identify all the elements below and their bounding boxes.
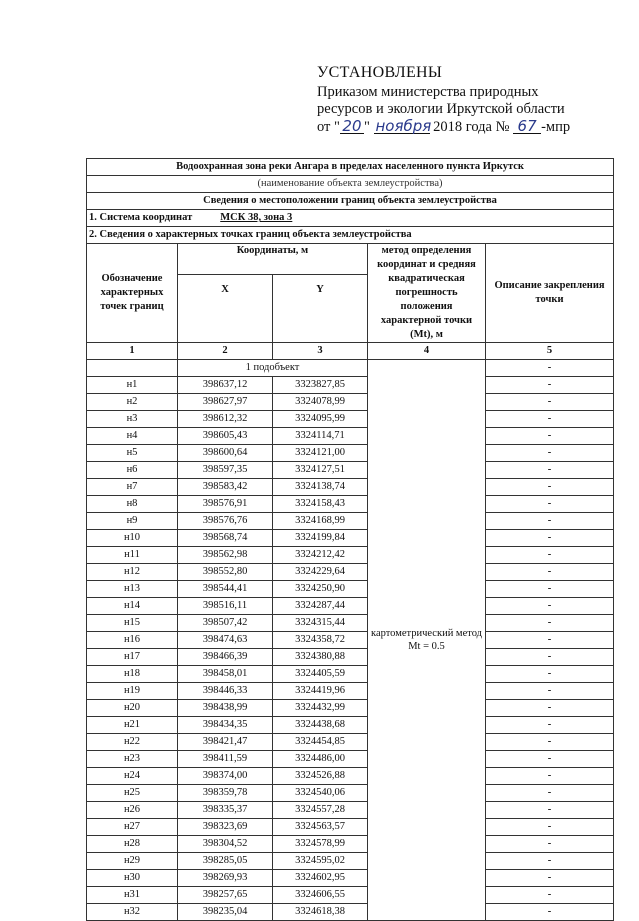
table-row [87,751,614,768]
table-row [87,581,614,598]
point-id: н10 [87,530,178,547]
point-desc: - [486,632,614,649]
approval-title: УСТАНОВЛЕНЫ [317,64,443,81]
table-row [87,513,614,530]
table-subtitle: (наименование объекта землеустройства) [87,176,614,193]
point-id: н20 [87,700,178,717]
coord-y: 3324212,42 [273,547,368,564]
point-desc: - [486,853,614,870]
point-desc: - [486,649,614,666]
table-row [87,377,614,394]
point-id: н13 [87,581,178,598]
table-row [87,411,614,428]
approval-header [317,64,627,136]
table-row [87,836,614,853]
point-desc: - [486,819,614,836]
point-id: н32 [87,904,178,921]
point-id: н25 [87,785,178,802]
point-desc: - [486,496,614,513]
coord-x: 398466,39 [178,649,273,666]
coord-y: 3324358,72 [273,632,368,649]
col-coords-header: Координаты, м [178,244,368,275]
coord-y: 3324121,00 [273,445,368,462]
table-row [87,615,614,632]
coord-y: 3323827,85 [273,377,368,394]
coord-y: 3324114,71 [273,428,368,445]
coord-x: 398374,00 [178,768,273,785]
coord-x: 398562,98 [178,547,273,564]
col-y-header: Y [273,274,368,342]
coord-x: 398446,33 [178,683,273,700]
method-cell: картометрический метод Mt = 0.5 [368,360,486,921]
coord-y: 3324438,68 [273,717,368,734]
coord-system-value: МСК 38, зона 3 [220,212,293,223]
coord-x: 398235,04 [178,904,273,921]
table-title: Водоохранная зона реки Ангара в пределах населенного пункта Иркутск [87,159,614,176]
coord-x: 398411,59 [178,751,273,768]
point-desc: - [486,513,614,530]
coord-y: 3324602,95 [273,870,368,887]
coord-x: 398438,99 [178,700,273,717]
col-number-3: 3 [273,343,368,360]
points-section-label: 2. Сведения о характерных точках границ объекта землеустройства [87,227,614,244]
coord-y: 3324250,90 [273,581,368,598]
point-desc: - [486,802,614,819]
point-desc: - [486,615,614,632]
coord-x: 398612,32 [178,411,273,428]
table-subtitle-row [87,176,614,193]
point-desc: - [486,411,614,428]
coord-y: 3324557,28 [273,802,368,819]
table-row [87,734,614,751]
table-row [87,462,614,479]
point-desc: - [486,887,614,904]
table-row [87,819,614,836]
table-row [87,666,614,683]
point-desc: - [486,751,614,768]
point-desc: - [486,666,614,683]
coord-x: 398568,74 [178,530,273,547]
point-id: н29 [87,853,178,870]
point-desc: - [486,462,614,479]
col-number-4: 4 [368,343,486,360]
table-row [87,428,614,445]
table-row [87,530,614,547]
point-id: н27 [87,819,178,836]
point-id: н4 [87,428,178,445]
point-id: н5 [87,445,178,462]
table-row [87,802,614,819]
column-header-row [87,244,614,275]
coord-y: 3324229,64 [273,564,368,581]
point-id: н16 [87,632,178,649]
date-prefix: от " [317,118,340,135]
section-title: Сведения о местоположении границ объекта землеустройства [87,193,614,210]
section-row [87,193,614,210]
table-row [87,768,614,785]
table-row [87,564,614,581]
coord-x: 398434,35 [178,717,273,734]
approval-date-line [317,116,627,137]
point-id: н1 [87,377,178,394]
boundary-points-table [86,158,614,921]
col-number-5: 5 [486,343,614,360]
point-id: н15 [87,615,178,632]
point-desc: - [486,445,614,462]
coord-x: 398304,52 [178,836,273,853]
point-desc: - [486,479,614,496]
col-number-2: 2 [178,343,273,360]
table-row [87,887,614,904]
coord-x: 398552,80 [178,564,273,581]
point-id: н30 [87,870,178,887]
point-id: н23 [87,751,178,768]
point-id: н26 [87,802,178,819]
point-desc: - [486,734,614,751]
coord-y: 3324563,57 [273,819,368,836]
date-year: 2018 года № [433,118,510,135]
coord-x: 398421,47 [178,734,273,751]
coord-y: 3324540,06 [273,785,368,802]
point-desc: - [486,598,614,615]
point-id: н2 [87,394,178,411]
table-row [87,445,614,462]
point-id: н6 [87,462,178,479]
coord-x: 398637,12 [178,377,273,394]
point-desc: - [486,564,614,581]
coord-y: 3324578,99 [273,836,368,853]
point-id: н11 [87,547,178,564]
coord-x: 398458,01 [178,666,273,683]
coord-y: 3324127,51 [273,462,368,479]
point-desc: - [486,785,614,802]
point-id: н14 [87,598,178,615]
table-row [87,496,614,513]
point-desc: - [486,836,614,853]
table-row [87,870,614,887]
coord-x: 398627,97 [178,394,273,411]
col-method-header: метод определения координат и средняя квадратическая погрешность положения характерной точки (Mt), м [368,244,486,343]
coord-x: 398600,64 [178,445,273,462]
approval-line-1: Приказом министерства природных [317,83,539,100]
point-id: н22 [87,734,178,751]
coord-y: 3324380,88 [273,649,368,666]
point-id: н9 [87,513,178,530]
coord-x: 398257,65 [178,887,273,904]
coord-y: 3324095,99 [273,411,368,428]
col-desc-header: Описание закрепления точки [486,244,614,343]
column-number-row [87,343,614,360]
coord-y: 3324199,84 [273,530,368,547]
point-id: н17 [87,649,178,666]
point-desc: - [486,530,614,547]
coord-y: 3324618,38 [273,904,368,921]
point-desc: - [486,428,614,445]
date-quote: " [363,118,370,135]
coord-x: 398516,11 [178,598,273,615]
coord-x: 398597,35 [178,462,273,479]
point-desc: - [486,768,614,785]
table-row [87,649,614,666]
table-row [87,683,614,700]
coord-y: 3324138,74 [273,479,368,496]
col-point-header: Обозначение характерных точек границ [87,244,178,343]
table-row [87,598,614,615]
point-desc: - [486,683,614,700]
col-x-header: X [178,274,273,342]
approval-line-2: ресурсов и экологии Иркутской области [317,101,565,117]
point-desc: - [486,394,614,411]
coord-y: 3324419,96 [273,683,368,700]
coord-x: 398335,37 [178,802,273,819]
coord-system-label: 1. Система координат [89,212,193,223]
point-desc: - [486,870,614,887]
coord-y: 3324158,43 [273,496,368,513]
subobject-label: 1 подобъект [178,360,368,377]
order-suffix: -мпр [541,118,571,135]
coord-x: 398605,43 [178,428,273,445]
coord-y: 3324078,99 [273,394,368,411]
coord-y: 3324595,02 [273,853,368,870]
coord-y: 3324168,99 [273,513,368,530]
coord-x: 398544,41 [178,581,273,598]
coord-y: 3324287,44 [273,598,368,615]
coord-y: 3324315,44 [273,615,368,632]
point-desc: - [486,547,614,564]
point-id: н7 [87,479,178,496]
coord-system-row [87,210,614,227]
coord-y: 3324606,55 [273,887,368,904]
table-row [87,853,614,870]
point-id: н19 [87,683,178,700]
point-desc: - [486,717,614,734]
date-month: ноября [375,116,432,135]
coord-y: 3324405,59 [273,666,368,683]
subobject-row [87,360,614,377]
date-day: 20 [340,119,364,134]
coord-x: 398507,42 [178,615,273,632]
table-row [87,632,614,649]
table-row [87,547,614,564]
table-title-row [87,159,614,176]
coord-y: 3324526,88 [273,768,368,785]
point-desc: - [486,904,614,921]
coord-x: 398583,42 [178,479,273,496]
col-number-1: 1 [87,343,178,360]
table-row [87,717,614,734]
point-id: н12 [87,564,178,581]
coord-x: 398323,69 [178,819,273,836]
coord-y: 3324486,00 [273,751,368,768]
point-desc: - [486,581,614,598]
coord-y: 3324454,85 [273,734,368,751]
coord-x: 398285,05 [178,853,273,870]
point-id: н3 [87,411,178,428]
point-id: н18 [87,666,178,683]
point-id: н28 [87,836,178,853]
coord-x: 398474,63 [178,632,273,649]
order-number: 67 [513,119,541,134]
point-desc: - [486,700,614,717]
table-row [87,394,614,411]
coord-x: 398359,78 [178,785,273,802]
subobject-desc: - [486,360,614,377]
table-row [87,785,614,802]
point-id: н24 [87,768,178,785]
table-row [87,479,614,496]
coord-x: 398576,91 [178,496,273,513]
point-id: н8 [87,496,178,513]
table-row [87,700,614,717]
points-section-row [87,227,614,244]
table-row [87,904,614,921]
point-id: н21 [87,717,178,734]
point-desc: - [486,377,614,394]
coord-y: 3324432,99 [273,700,368,717]
coord-x: 398576,76 [178,513,273,530]
point-id: н31 [87,887,178,904]
coord-x: 398269,93 [178,870,273,887]
